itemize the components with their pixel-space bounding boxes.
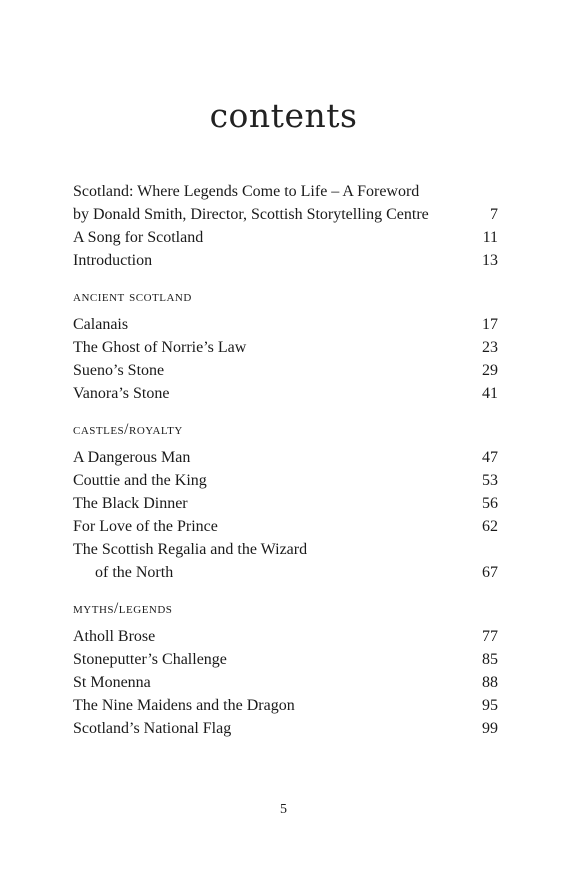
page-number: 5 <box>280 802 287 817</box>
toc-entry <box>73 446 498 469</box>
toc-entry <box>73 203 498 226</box>
page-title: contents <box>209 96 358 135</box>
toc-entry-page: 67 <box>482 564 498 581</box>
toc-entry <box>73 469 498 492</box>
toc-entry <box>73 648 498 671</box>
toc-entry-title: A Song for Scotland <box>73 229 204 246</box>
section-heading: ancient scotland <box>73 288 192 305</box>
table-of-contents <box>73 180 498 740</box>
toc-entry <box>73 717 498 740</box>
toc-entry-page: 88 <box>482 674 498 691</box>
toc-entry-page: 47 <box>482 449 498 466</box>
toc-entry-page: 41 <box>482 385 498 402</box>
toc-entry-title: The Nine Maidens and the Dragon <box>73 697 295 714</box>
toc-entry-page: 56 <box>482 495 498 512</box>
toc-entry <box>73 515 498 538</box>
toc-entry-title: Calanais <box>73 316 129 333</box>
toc-entry-page: 85 <box>482 651 498 668</box>
toc-entry-page: 17 <box>482 316 498 333</box>
toc-entry-title: The Scottish Regalia and the Wizard <box>73 541 308 558</box>
toc-entry <box>73 249 498 272</box>
toc-entry-title: Scotland’s National Flag <box>73 720 232 737</box>
toc-entry-title: of the North <box>95 564 174 581</box>
toc-entry-page: 53 <box>482 472 498 489</box>
toc-entry-title: A Dangerous Man <box>73 449 191 466</box>
toc-entry-page: 29 <box>482 362 498 379</box>
toc-entry-page: 23 <box>482 339 498 356</box>
toc-entry-title: For Love of the Prince <box>73 518 218 535</box>
toc-entry <box>73 561 498 584</box>
section-heading: myths/legends <box>73 600 173 617</box>
toc-entry-page: 95 <box>482 697 498 714</box>
toc-entry <box>73 671 498 694</box>
toc-entry <box>73 336 498 359</box>
toc-entry-title: The Black Dinner <box>73 495 188 512</box>
toc-entry-title: Sueno’s Stone <box>73 362 165 379</box>
toc-entry-title: St Monenna <box>73 674 151 691</box>
toc-entry <box>73 313 498 336</box>
toc-entry-title: Stoneputter’s Challenge <box>73 651 227 668</box>
toc-entry-page: 7 <box>490 206 498 223</box>
toc-entry-title: Introduction <box>73 252 153 269</box>
toc-entry-title: Atholl Brose <box>73 628 156 645</box>
toc-entry-page: 99 <box>482 720 498 737</box>
toc-entry <box>73 694 498 717</box>
toc-entry-title: by Donald Smith, Director, Scottish Storytelling Centre <box>73 206 429 223</box>
toc-entry-page: 13 <box>482 252 498 269</box>
toc-entry <box>73 492 498 515</box>
toc-entry-page: 77 <box>482 628 498 645</box>
toc-entry-page: 62 <box>482 518 498 535</box>
toc-entry <box>73 382 498 405</box>
toc-entry-page: 11 <box>482 229 498 246</box>
toc-entry-title: Scotland: Where Legends Come to Life – A Foreword <box>73 183 420 200</box>
toc-entry-title: The Ghost of Norrie’s Law <box>73 339 247 356</box>
toc-entry <box>73 625 498 648</box>
toc-entry-title: Couttie and the King <box>73 472 207 489</box>
toc-entry-title: Vanora’s Stone <box>73 385 170 402</box>
toc-entry <box>73 359 498 382</box>
toc-entry <box>73 226 498 249</box>
section-heading: castles/royalty <box>73 421 183 438</box>
toc-entry <box>73 180 498 203</box>
toc-entry <box>73 538 498 561</box>
